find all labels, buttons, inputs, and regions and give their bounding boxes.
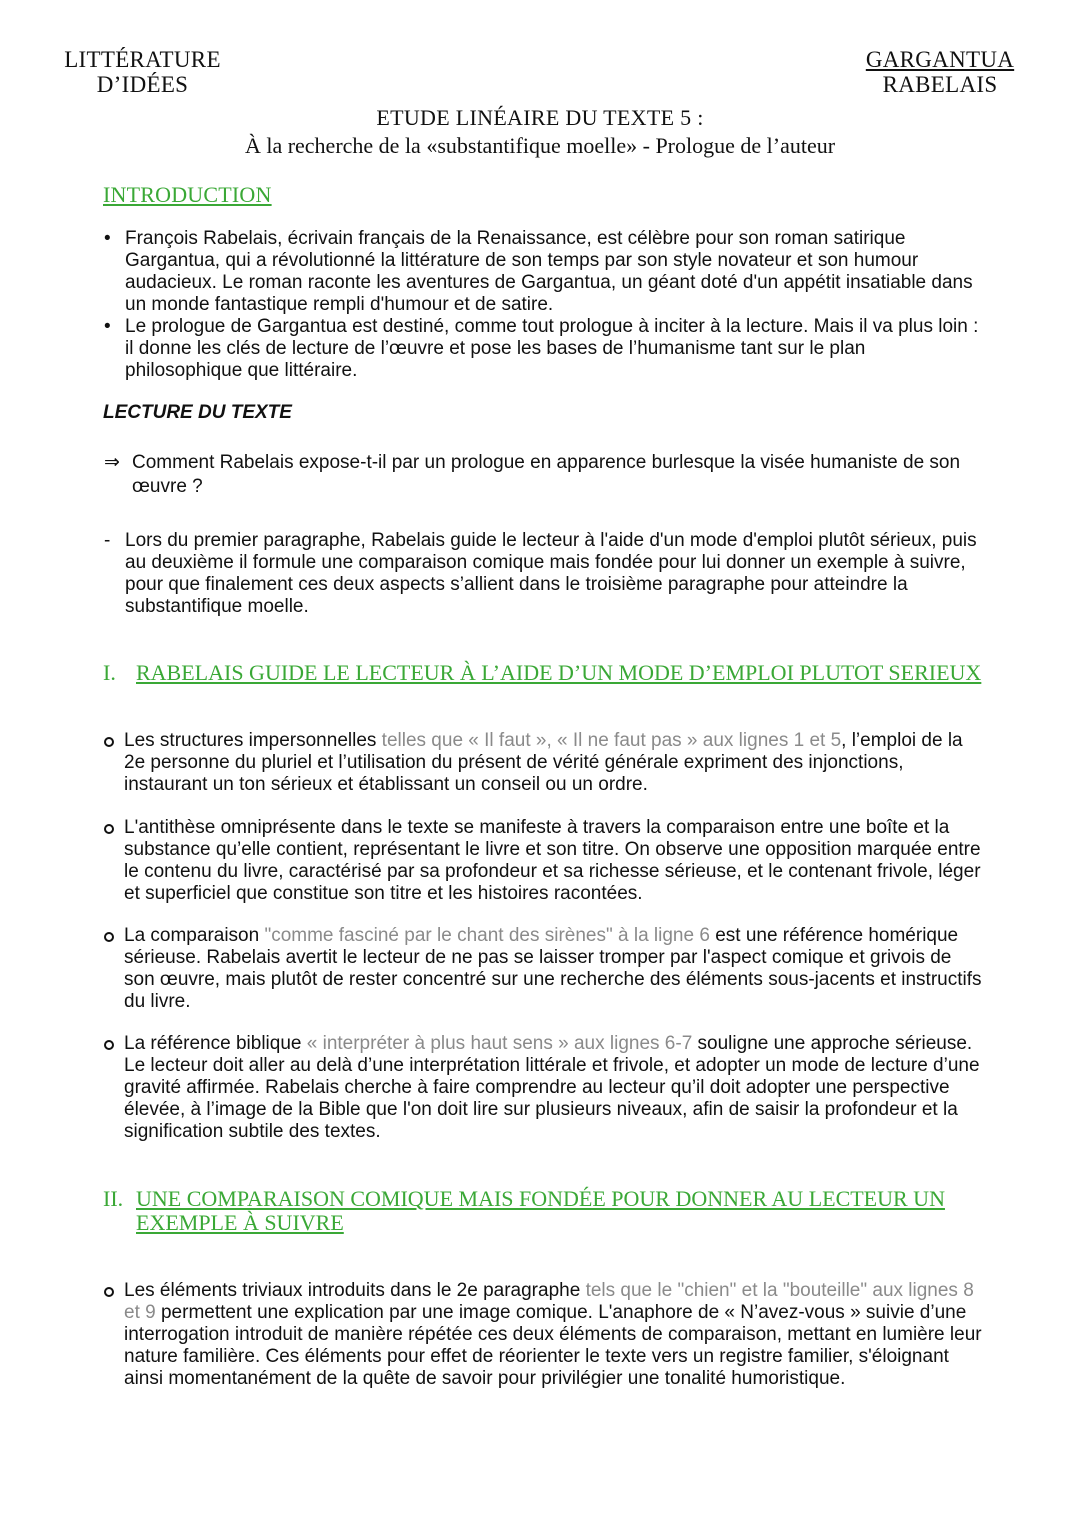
introduction-heading: INTRODUCTION bbox=[103, 182, 272, 207]
header-subject-line2: D’IDÉES bbox=[96, 72, 189, 97]
text-quote: telles que « Il faut », « Il ne faut pas » aux lignes 1 et 5 bbox=[381, 730, 842, 751]
plan-text: Lors du premier paragraphe, Rabelais guide le lecteur à l'aide d'un mode d'emploi plutôt sérieux, puis au deuxième il formule une comparaison comique mais fondée pour lui donner un exemple à suivre, pour que finalement ces deux aspects s’allient dans le troisième paragraphe pour atteindre la substantifique moelle. bbox=[125, 530, 977, 617]
circle-bullet-icon bbox=[104, 1287, 114, 1297]
list-item bbox=[104, 228, 984, 316]
header-work-author: RABELAIS bbox=[882, 72, 998, 97]
list-item: La référence biblique « interpréter à plus haut sens » aux lignes 6-7 souligne une approche sérieuse. Le lecteur doit aller au delà d’une interprétation littérale et frivole, et adopter un mode de lecture d’une gravité affirmée. Rabelais cherche à faire comprendre au lecteur qu’il doit adopter une perspective élevée, à l’image de la Bible que l'on doit lire sur plusieurs niveaux, afin de saisir la profondeur et la signification subtile des textes. bbox=[104, 1033, 984, 1143]
bullet-icon: • bbox=[104, 316, 111, 337]
section-number: I. bbox=[103, 660, 116, 685]
plan-announcement bbox=[104, 530, 984, 618]
header-work-title: GARGANTUA bbox=[865, 47, 1015, 72]
list-item: L'antithèse omniprésente dans le texte se manifeste à travers la comparaison entre une boîte et la substance qu’elle contient, représentant le livre et son titre. On observe une opposition marquée entre le contenu du livre, caractérisé par sa profondeur et sa richesse sérieuse, et le contenant frivole, léger et superficiel que constitue son titre et les histoires racontées. bbox=[104, 817, 984, 905]
header-subject-line1: LITTÉRATURE bbox=[64, 47, 221, 72]
section-number: II. bbox=[103, 1186, 124, 1211]
page-subtitle: À la recherche de la «substantifique moelle» - Prologue de l’auteur bbox=[244, 133, 836, 158]
page-title: ETUDE LINÉAIRE DU TEXTE 5 : bbox=[376, 105, 704, 130]
arrow-right-icon: ⇒ bbox=[104, 452, 120, 473]
text-quote: tels que le "chien" et la "bouteille" aux lignes 8 et 9 bbox=[124, 1280, 974, 1323]
text-quote: "comme fasciné par le chant des sirènes" à la ligne 6 bbox=[264, 925, 710, 946]
list-item: La comparaison "comme fasciné par le chant des sirènes" à la ligne 6 est une référence homérique sérieuse. Rabelais avertit le lecteur de ne pas se laisser tromper par l'aspect comique et grivois de son œuvre, mais plutôt de rester concentré sur une recherche des éléments sous-jacents et instructifs du livre. bbox=[104, 925, 984, 1013]
section-title: RABELAIS GUIDE LE LECTEUR À L’AIDE D’UN MODE D’EMPLOI PLUTOT SERIEUX bbox=[136, 660, 982, 685]
introduction-list bbox=[104, 228, 984, 382]
list-item-text: Le prologue de Gargantua est destiné, comme tout prologue à inciter à la lecture. Mais il va plus loin : il donne les clés de lecture de l’œuvre et pose les bases de l’humanisme tant sur le plan philosophique que littéraire. bbox=[125, 316, 979, 381]
text-quote: « interpréter à plus haut sens » aux lignes 6-7 bbox=[306, 1033, 693, 1054]
problematique bbox=[104, 451, 984, 499]
header-work bbox=[865, 47, 1015, 97]
header-subject bbox=[60, 47, 225, 97]
lecture-heading: LECTURE DU TEXTE bbox=[103, 402, 292, 423]
circle-bullet-icon bbox=[104, 1040, 114, 1050]
circle-bullet-icon bbox=[104, 932, 114, 942]
circle-bullet-icon bbox=[104, 824, 114, 834]
list-item bbox=[104, 316, 984, 382]
circle-bullet-icon bbox=[104, 737, 114, 747]
section-heading-2 bbox=[103, 1187, 983, 1235]
list-item-text: François Rabelais, écrivain français de la Renaissance, est célèbre pour son roman satirique Gargantua, qui a révolutionné la littérature de son temps par son style novateur et son humour audacieux. Le roman raconte les aventures de Gargantua, un géant doté d'un appétit insatiable dans un monde fantastique rempli d'humour et de satire. bbox=[125, 228, 973, 315]
bullet-icon: • bbox=[104, 228, 111, 249]
section-heading-1 bbox=[103, 661, 983, 685]
section-title: UNE COMPARAISON COMIQUE MAIS FONDÉE POUR DONNER AU LECTEUR UN EXEMPLE À SUIVRE bbox=[136, 1186, 945, 1235]
dash-icon: - bbox=[104, 530, 111, 551]
list-item: Les structures impersonnelles telles que « Il faut », « Il ne faut pas » aux lignes 1 et 5, l’emploi de la 2e personne du pluriel et l’utilisation du présent de vérité générale expriment des injonctions, instaurant un ton sérieux et établissant un conseil ou un ordre. bbox=[104, 730, 984, 796]
problematique-text: Comment Rabelais expose-t-il par un prologue en apparence burlesque la visée humaniste de son œuvre ? bbox=[132, 452, 961, 497]
list-item: Les éléments triviaux introduits dans le 2e paragraphe tels que le "chien" et la "bouteille" aux lignes 8 et 9 permettent une explication par une image comique. L'anaphore de « N’avez-vous » suivie d’une interrogation introduit de manière répétée ces deux éléments de comparaison, mettant en lumière leur nature familière. Ces éléments pour effet de réorienter le texte vers un registre familier, s'éloignant ainsi momentanément de la quête de savoir pour privilégier une tonalité humoristique. bbox=[104, 1280, 984, 1390]
